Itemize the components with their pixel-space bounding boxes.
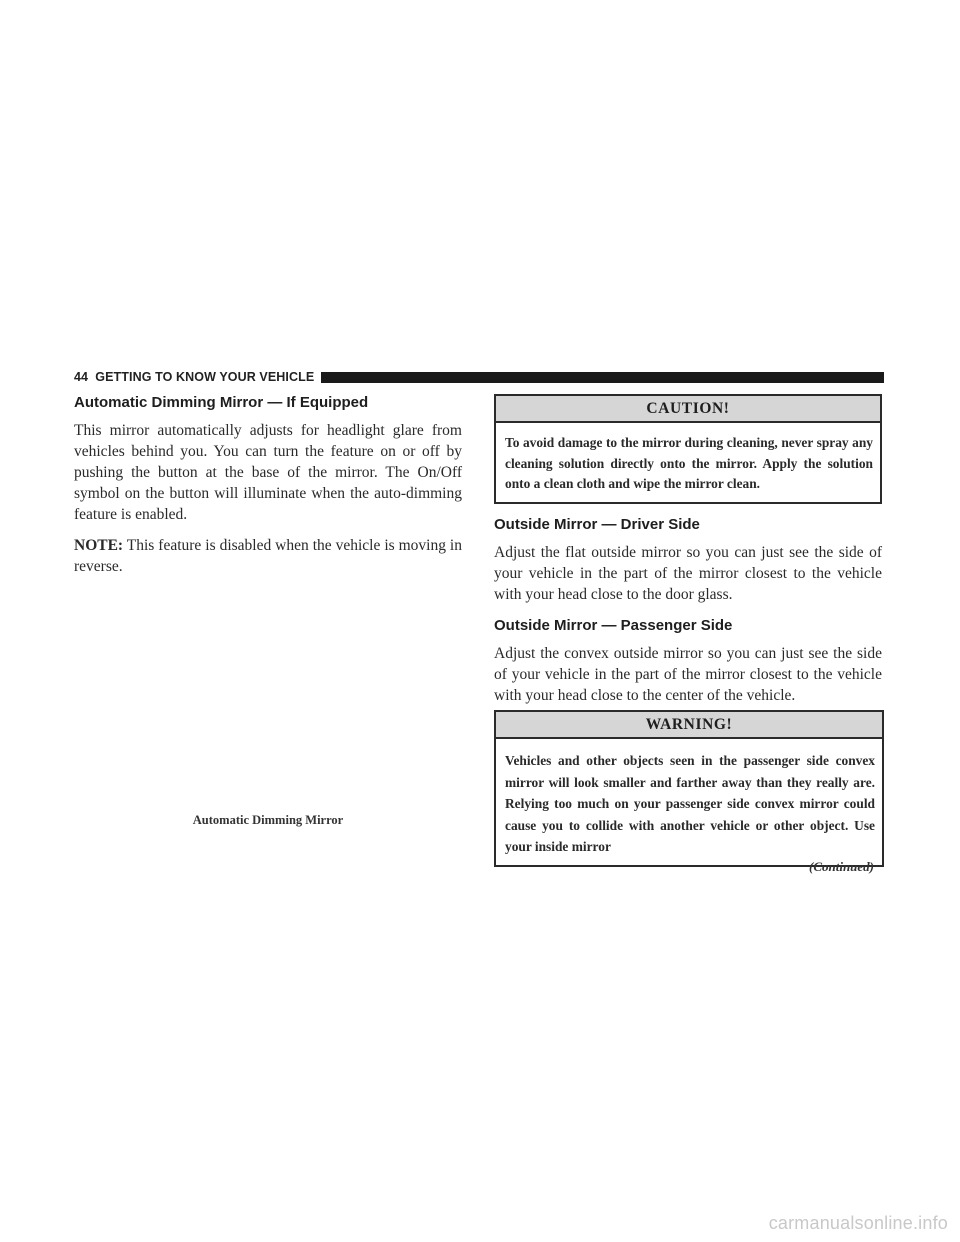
warning-body: Vehicles and other objects seen in the passenger side convex mirror will look smaller and farther away than they really are. Relying too much on your passenger side convex mirror could cause you to collide with another vehicle or other object. Use your inside mirror bbox=[505, 753, 875, 854]
warning-title: WARNING! bbox=[496, 712, 882, 739]
section-title: GETTING TO KNOW YOUR VEHICLE bbox=[95, 370, 315, 384]
continued-label: (Continued) bbox=[808, 859, 874, 874]
passenger-side-paragraph: Adjust the convex outside mirror so you can just see the side of your vehicle in the part of the mirror closest to the vehicle with your head close to the center of the vehicle. bbox=[494, 644, 882, 704]
watermark: carmanualsonline.info bbox=[768, 1213, 948, 1233]
page-header bbox=[74, 368, 884, 386]
auto-dimming-paragraph: This mirror automatically adjusts for headlight glare from vehicles behind you. You can turn the feature on or off by pushing the button at the base of the mirror. The On/Off symbol on the button will illuminate when the auto-dimming feature is enabled. bbox=[74, 422, 462, 523]
figure-caption: Automatic Dimming Mirror bbox=[192, 813, 344, 827]
figure-placeholder bbox=[74, 560, 462, 810]
driver-side-heading: Outside Mirror — Driver Side bbox=[494, 515, 700, 533]
header-rule bbox=[321, 372, 884, 383]
page-number: 44 bbox=[74, 370, 89, 384]
auto-dimming-heading: Automatic Dimming Mirror — If Equipped bbox=[74, 394, 369, 411]
passenger-side-heading: Outside Mirror — Passenger Side bbox=[494, 616, 733, 634]
page-number-and-section bbox=[74, 370, 314, 384]
left-column bbox=[74, 394, 462, 587]
caution-box bbox=[494, 394, 882, 504]
caution-body: To avoid damage to the mirror during cleaning, never spray any cleaning solution directly onto the mirror. Apply the solution onto a clean cloth and wipe the mirror clean. bbox=[505, 435, 873, 491]
note-label: NOTE: bbox=[74, 537, 124, 554]
warning-box bbox=[494, 710, 884, 867]
right-column bbox=[494, 394, 882, 716]
caution-title: CAUTION! bbox=[496, 396, 880, 423]
note-text: This feature is disabled when the vehicle is moving in reverse. bbox=[74, 537, 462, 575]
driver-side-paragraph: Adjust the flat outside mirror so you can just see the side of your vehicle in the part of the mirror closest to the vehicle with your head close to the door glass. bbox=[494, 543, 882, 603]
